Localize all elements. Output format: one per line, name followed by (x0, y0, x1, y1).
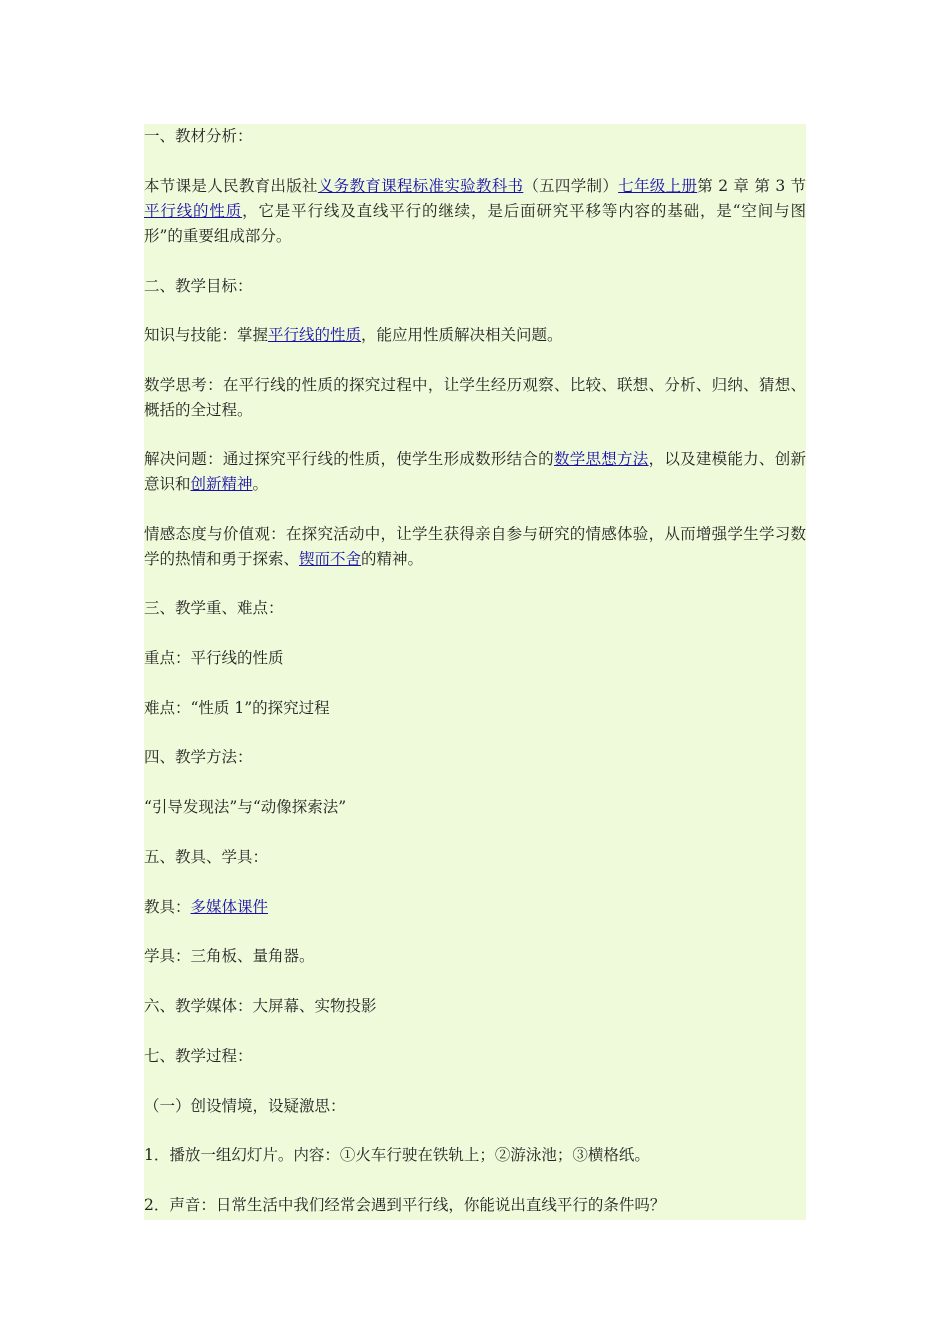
link-grade-seven-volume-one[interactable]: 七年级上册 (618, 177, 698, 195)
goal-emotion-values (144, 522, 806, 572)
text-run: ，能应用性质解决相关问题。 (361, 326, 563, 344)
text-run: ，以及建模能力、创新意识和 (144, 450, 806, 493)
goal-knowledge-skills (144, 323, 806, 348)
text-run: ，它是平行线及直线平行的继续，是后面研究平移等内容的基础，是“空间与图形”的重要组成部分。 (144, 202, 806, 245)
link-parallel-line-properties-2[interactable]: 平行线的性质 (268, 326, 362, 344)
teacher-tools (144, 895, 806, 920)
link-math-thinking-methods[interactable]: 数学思想方法 (553, 450, 649, 468)
goal-math-thinking: 数学思考：在平行线的性质的探究过程中，让学生经历观察、比较、联想、分析、归纳、猜想、概括的全过程。 (144, 376, 806, 419)
text-run: 第 2 章 第 3 节 (697, 177, 806, 195)
section-heading-teaching-process: 七、教学过程： (144, 1047, 253, 1065)
process-subheading-1: （一）创设情境，设疑激思： (144, 1097, 346, 1115)
text-run: 情感态度与价值观：在探究活动中，让学生获得亲自参与研究的情感体验，从而增强学生学习数学的热情和勇于探索、 (144, 525, 806, 568)
difficult-point: 难点：“性质 1”的探究过程 (144, 699, 330, 717)
link-parallel-line-properties[interactable]: 平行线的性质 (144, 202, 243, 220)
student-tools: 学具：三角板、量角器。 (144, 947, 315, 965)
text-run: 知识与技能：掌握 (144, 326, 269, 344)
goal-problem-solving (144, 447, 806, 497)
text-run: （五四学制） (523, 177, 619, 195)
process-item-2: 2．声音：日常生活中我们经常会遇到平行线，你能说出直线平行的条件吗？ (144, 1196, 666, 1214)
text-run: 解决问题：通过探究平行线的性质，使学生形成数形结合的 (144, 450, 554, 468)
material-analysis-paragraph (144, 174, 806, 249)
link-perseverance[interactable]: 锲而不舍 (299, 550, 362, 568)
teaching-methods: “引导发现法”与“动像探索法” (144, 798, 347, 816)
process-item-1: 1．播放一组幻灯片。内容：①火车行驶在铁轨上；②游泳池；③横格纸。 (144, 1146, 650, 1164)
section-heading-material-analysis: 一、教材分析： (144, 127, 253, 145)
link-multimedia-courseware[interactable]: 多媒体课件 (190, 898, 269, 916)
section-heading-teaching-goals: 二、教学目标： (144, 277, 253, 295)
lesson-plan-document (144, 124, 806, 1220)
link-textbook-series[interactable]: 义务教育课程标准实验教科书 (317, 177, 524, 195)
text-run: 。 (252, 475, 269, 493)
section-heading-teaching-tools: 五、教具、学具： (144, 848, 269, 866)
text-run: 教具： (144, 898, 191, 916)
section-heading-teaching-methods: 四、教学方法： (144, 748, 253, 766)
section-heading-key-difficult-points: 三、教学重、难点： (144, 599, 284, 617)
link-innovative-spirit[interactable]: 创新精神 (190, 475, 253, 493)
key-point: 重点：平行线的性质 (144, 649, 284, 667)
text-run: 本节课是人民教育出版社 (144, 177, 318, 195)
section-teaching-media: 六、教学媒体：大屏幕、实物投影 (144, 997, 377, 1015)
text-run: 的精神。 (361, 550, 424, 568)
